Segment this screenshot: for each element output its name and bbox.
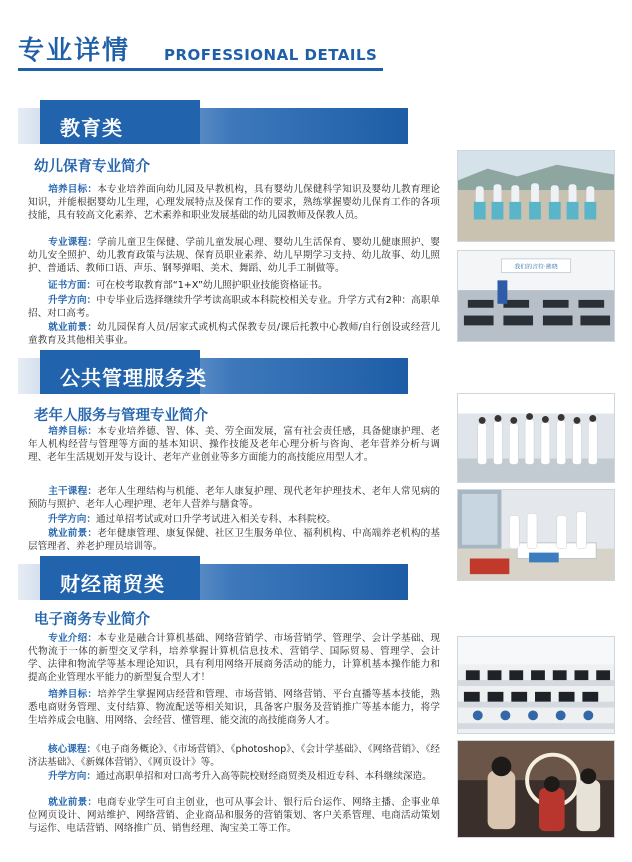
page-header: [18, 30, 388, 70]
paragraph-further-study: 升学方向：通过单招考试或对口升学考试进入相关专科、本科院校。: [48, 514, 336, 525]
major-title: 幼儿保育专业简介: [34, 159, 150, 175]
category-band-finance-trade: [18, 564, 408, 600]
page-title-en: PROFESSIONAL DETAILS: [164, 46, 378, 64]
nursing-students-photo: [457, 393, 615, 483]
photo-banner-text: 我们的音符·拂晓: [514, 264, 558, 271]
paragraph-introduction: 专业介绍：本专业是融合计算机基础、网络营销学、市场营销学、管理学、会计学基础、现代物流于一体的新型交叉学科，培养掌握计算机信息技术、营销学、国际贸易、管理学、会计学、法律和物流学等基本理论知识，具有利用网络开展商务活动的能力，计算机基本操作能力和提高企业管理水平能力的新型复合型人才！: [28, 633, 441, 683]
category-label: 公共管理服务类: [60, 366, 207, 390]
paragraph-core-courses: 核心课程：《电子商务概论》、《市场营销》、《photoshop》、《会计学基础》、《网络营销》、《经济法基础》、《新媒体营销》、《网页设计》等。: [28, 744, 441, 768]
paragraph-training-goal: 培养目标：本专业培养德、智、体、美、劳全面发展，富有社会责任感，具备健康护理、老年人机构经营与管理等方面的基本知识、操作技能及老年心理分析与咨询、老年营养分析与调理、老年生活规划开发与设计、老年产业创业等多方面能力的高技能应用型人才。: [28, 426, 441, 463]
paragraph-courses: 专业课程：学前儿童卫生保健、学前儿童发展心理、婴幼儿生活保育、婴幼儿健康照护、婴幼儿安全照护、幼儿教育政策与法规、保育员职业素养、幼儿早期学习支持、幼儿故事、幼儿照护、普通话、教师口语、声乐、钢琴弹唱、美术、舞蹈、幼儿手工制做等。: [28, 237, 441, 274]
paragraph-further-study: 升学方向：中专毕业后选择继续升学考读高职或本科院校相关专业。升学方式有2种：高职单招、对口高考。: [28, 295, 441, 319]
elderly-care-practice-photo: [457, 489, 615, 581]
dance-performance-photo: [457, 150, 615, 242]
computer-lab-photo: [457, 636, 615, 734]
paragraph-courses: 主干课程：老年人生理结构与机能、老年人康复护理、现代老年护理技术、老年人常见病的预防与照护、老年人心理护理、老年人营养与膳食等。: [28, 486, 441, 510]
paragraph-certificates: 证书方面：可在校考取教育部“1+X”幼儿照护职业技能资格证书。: [48, 280, 328, 291]
paragraph-employment: 就业前景：幼儿园保育人员/居家式或机构式保教专员/课后托教中心教师/自行创设或经营儿童教育及其他相关事业。: [28, 322, 441, 346]
major-title: 老年人服务与管理专业简介: [34, 408, 208, 424]
header-rule: [18, 68, 383, 71]
paragraph-employment: 就业前景：电商专业学生可自主创业，也可从事会计、银行后台运作、网络主播、企事业单位网页设计、网站维护、网络营销、企业商品和服务的营销策划、客户关系管理、电商活动策划与运作、电话营销、网络推广员、销售经理、淘宝美工等工作。: [28, 797, 441, 834]
paragraph-further-study: 升学方向：通过高职单招和对口高考升入高等院校财经商贸类及相近专科、本科继续深造。: [48, 771, 432, 782]
category-label: 财经商贸类: [60, 572, 165, 596]
paragraph-training-goal: 培养目标：培养学生掌握网店经营和管理、市场营销、网络营销、平台直播等基本技能，熟悉电商财务管理、支付结算、物流配送等相关知识，具备客户服务及营销推广等基本能力，将学生培养成会电脑、用网络、会经营、懂管理、能交流的高技能商务人才。: [28, 689, 441, 726]
major-title: 电子商务专业简介: [34, 612, 150, 628]
livestream-practice-photo: [457, 740, 615, 838]
category-band-education: [18, 108, 408, 144]
page-title: 专业详情: [18, 36, 131, 66]
category-label: 教育类: [60, 116, 123, 140]
category-band-public-service: [18, 358, 408, 394]
paragraph-employment: 就业前景：老年健康管理、康复保健、社区卫生服务单位、福利机构、中高端养老机构的基层管理者、养老护理员培训等。: [28, 528, 441, 552]
paragraph-training-goal: 培养目标：本专业培养面向幼儿园及早教机构，具有婴幼儿保健科学知识及婴幼儿教育理论知识，并能根据婴幼儿生理，心理发展特点及保育工作的要求，熟练掌握婴幼儿保育工作的各项技能，具有较高文化素养、艺术素养和职业发展基础的幼儿园教师及保教人员。: [28, 184, 441, 221]
piano-classroom-photo: [457, 250, 615, 342]
